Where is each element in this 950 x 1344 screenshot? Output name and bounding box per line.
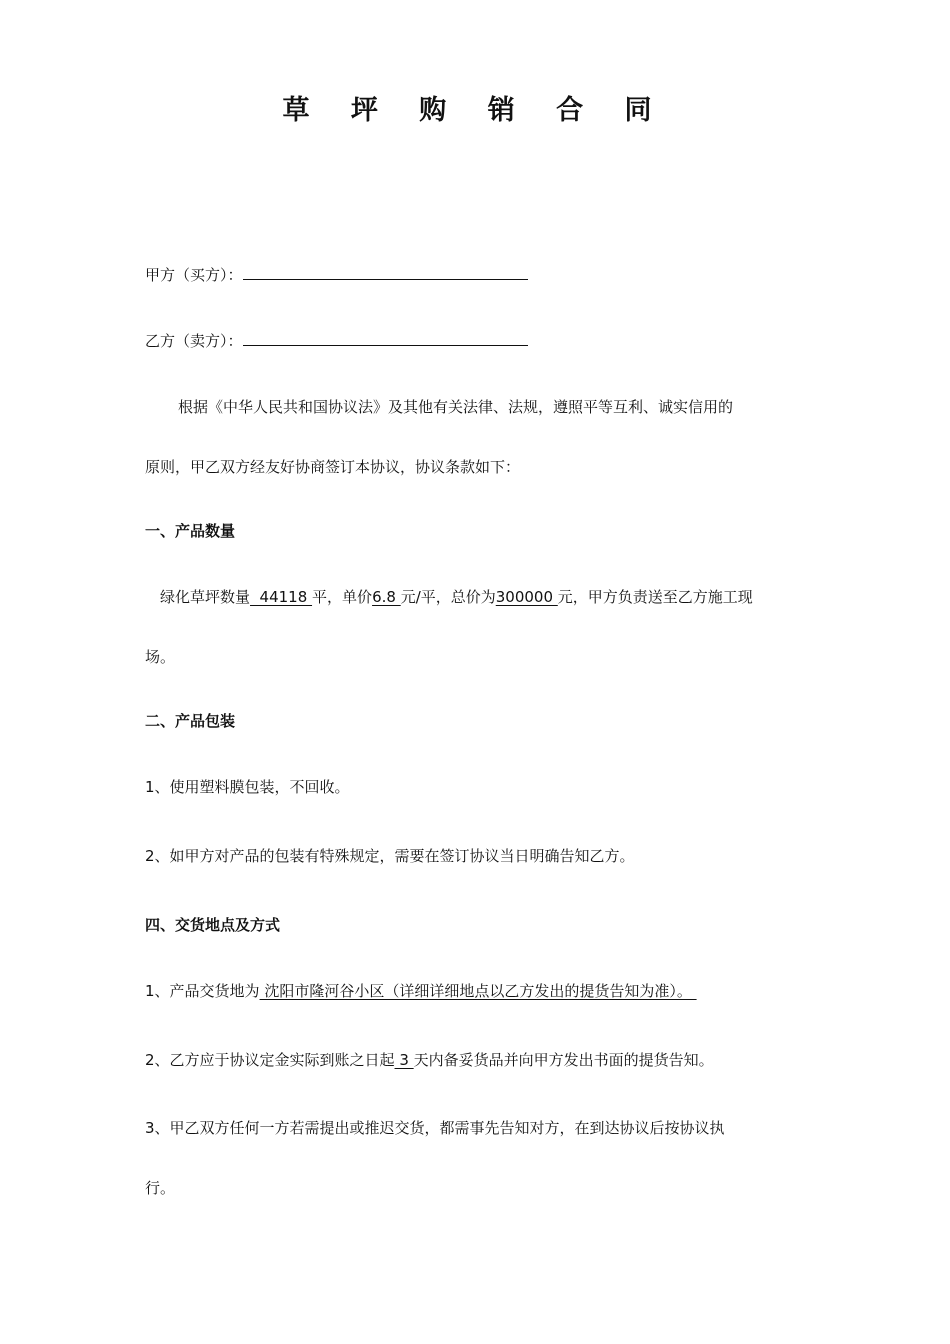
section-2-item-1: 1、使用塑料膜包装，不回收。 [145, 778, 350, 796]
unit-price-label: 平，单价 [312, 588, 373, 606]
delivery-note: 元，甲方负责送至乙方施工现 [557, 588, 753, 606]
quantity-value: 44118 [250, 588, 313, 606]
party-b-line [145, 329, 528, 352]
total-label: 元/平，总价为 [400, 588, 496, 606]
quantity-label: 绿化草坪数量 [160, 588, 251, 606]
section-2-heading: 二、产品包装 [145, 712, 236, 730]
party-a-line [145, 263, 528, 286]
delivery-place-value: 沈阳市隆河谷小区（详细详细地点以乙方发出的提货告知为准）。 [259, 982, 697, 1000]
section-1-paragraph [160, 586, 753, 608]
party-a-blank[interactable] [243, 263, 528, 280]
intro-line-2: 原则，甲乙双方经友好协商签订本协议，协议条款如下： [145, 458, 521, 476]
section-4-item-2 [145, 1049, 714, 1071]
party-b-blank[interactable] [243, 329, 528, 346]
party-a-label: 甲方（买方）： [145, 266, 243, 284]
section-4-heading: 四、交货地点及方式 [145, 916, 281, 934]
section-1-heading: 一、产品数量 [145, 522, 236, 540]
delivery-place-label: 1、产品交货地为 [145, 982, 260, 1000]
unit-price-value: 6.8 [372, 588, 401, 606]
document-title: 草 坪 购 销 合 同 [282, 95, 668, 126]
total-value: 300000 [495, 588, 558, 606]
preparation-label: 2、乙方应于协议定金实际到账之日起 [145, 1051, 395, 1069]
preparation-note: 天内备妥货品并向甲方发出书面的提货告知。 [413, 1051, 714, 1069]
section-1-paragraph-end: 场。 [145, 648, 176, 666]
section-4-item-3: 3、甲乙双方任何一方若需提出或推迟交货，都需事先告知对方，在到达协议后按协议执 [145, 1119, 725, 1137]
section-2-item-2: 2、如甲方对产品的包装有特殊规定，需要在签订协议当日明确告知乙方。 [145, 847, 635, 865]
party-b-label: 乙方（卖方）： [145, 332, 243, 350]
section-4-item-1 [145, 980, 697, 1002]
section-4-item-3-end: 行。 [145, 1179, 176, 1197]
preparation-days: 3 [394, 1051, 414, 1069]
intro-line-1: 根据《中华人民共和国协议法》及其他有关法律、法规，遵照平等互利、诚实信用的 [178, 398, 734, 416]
